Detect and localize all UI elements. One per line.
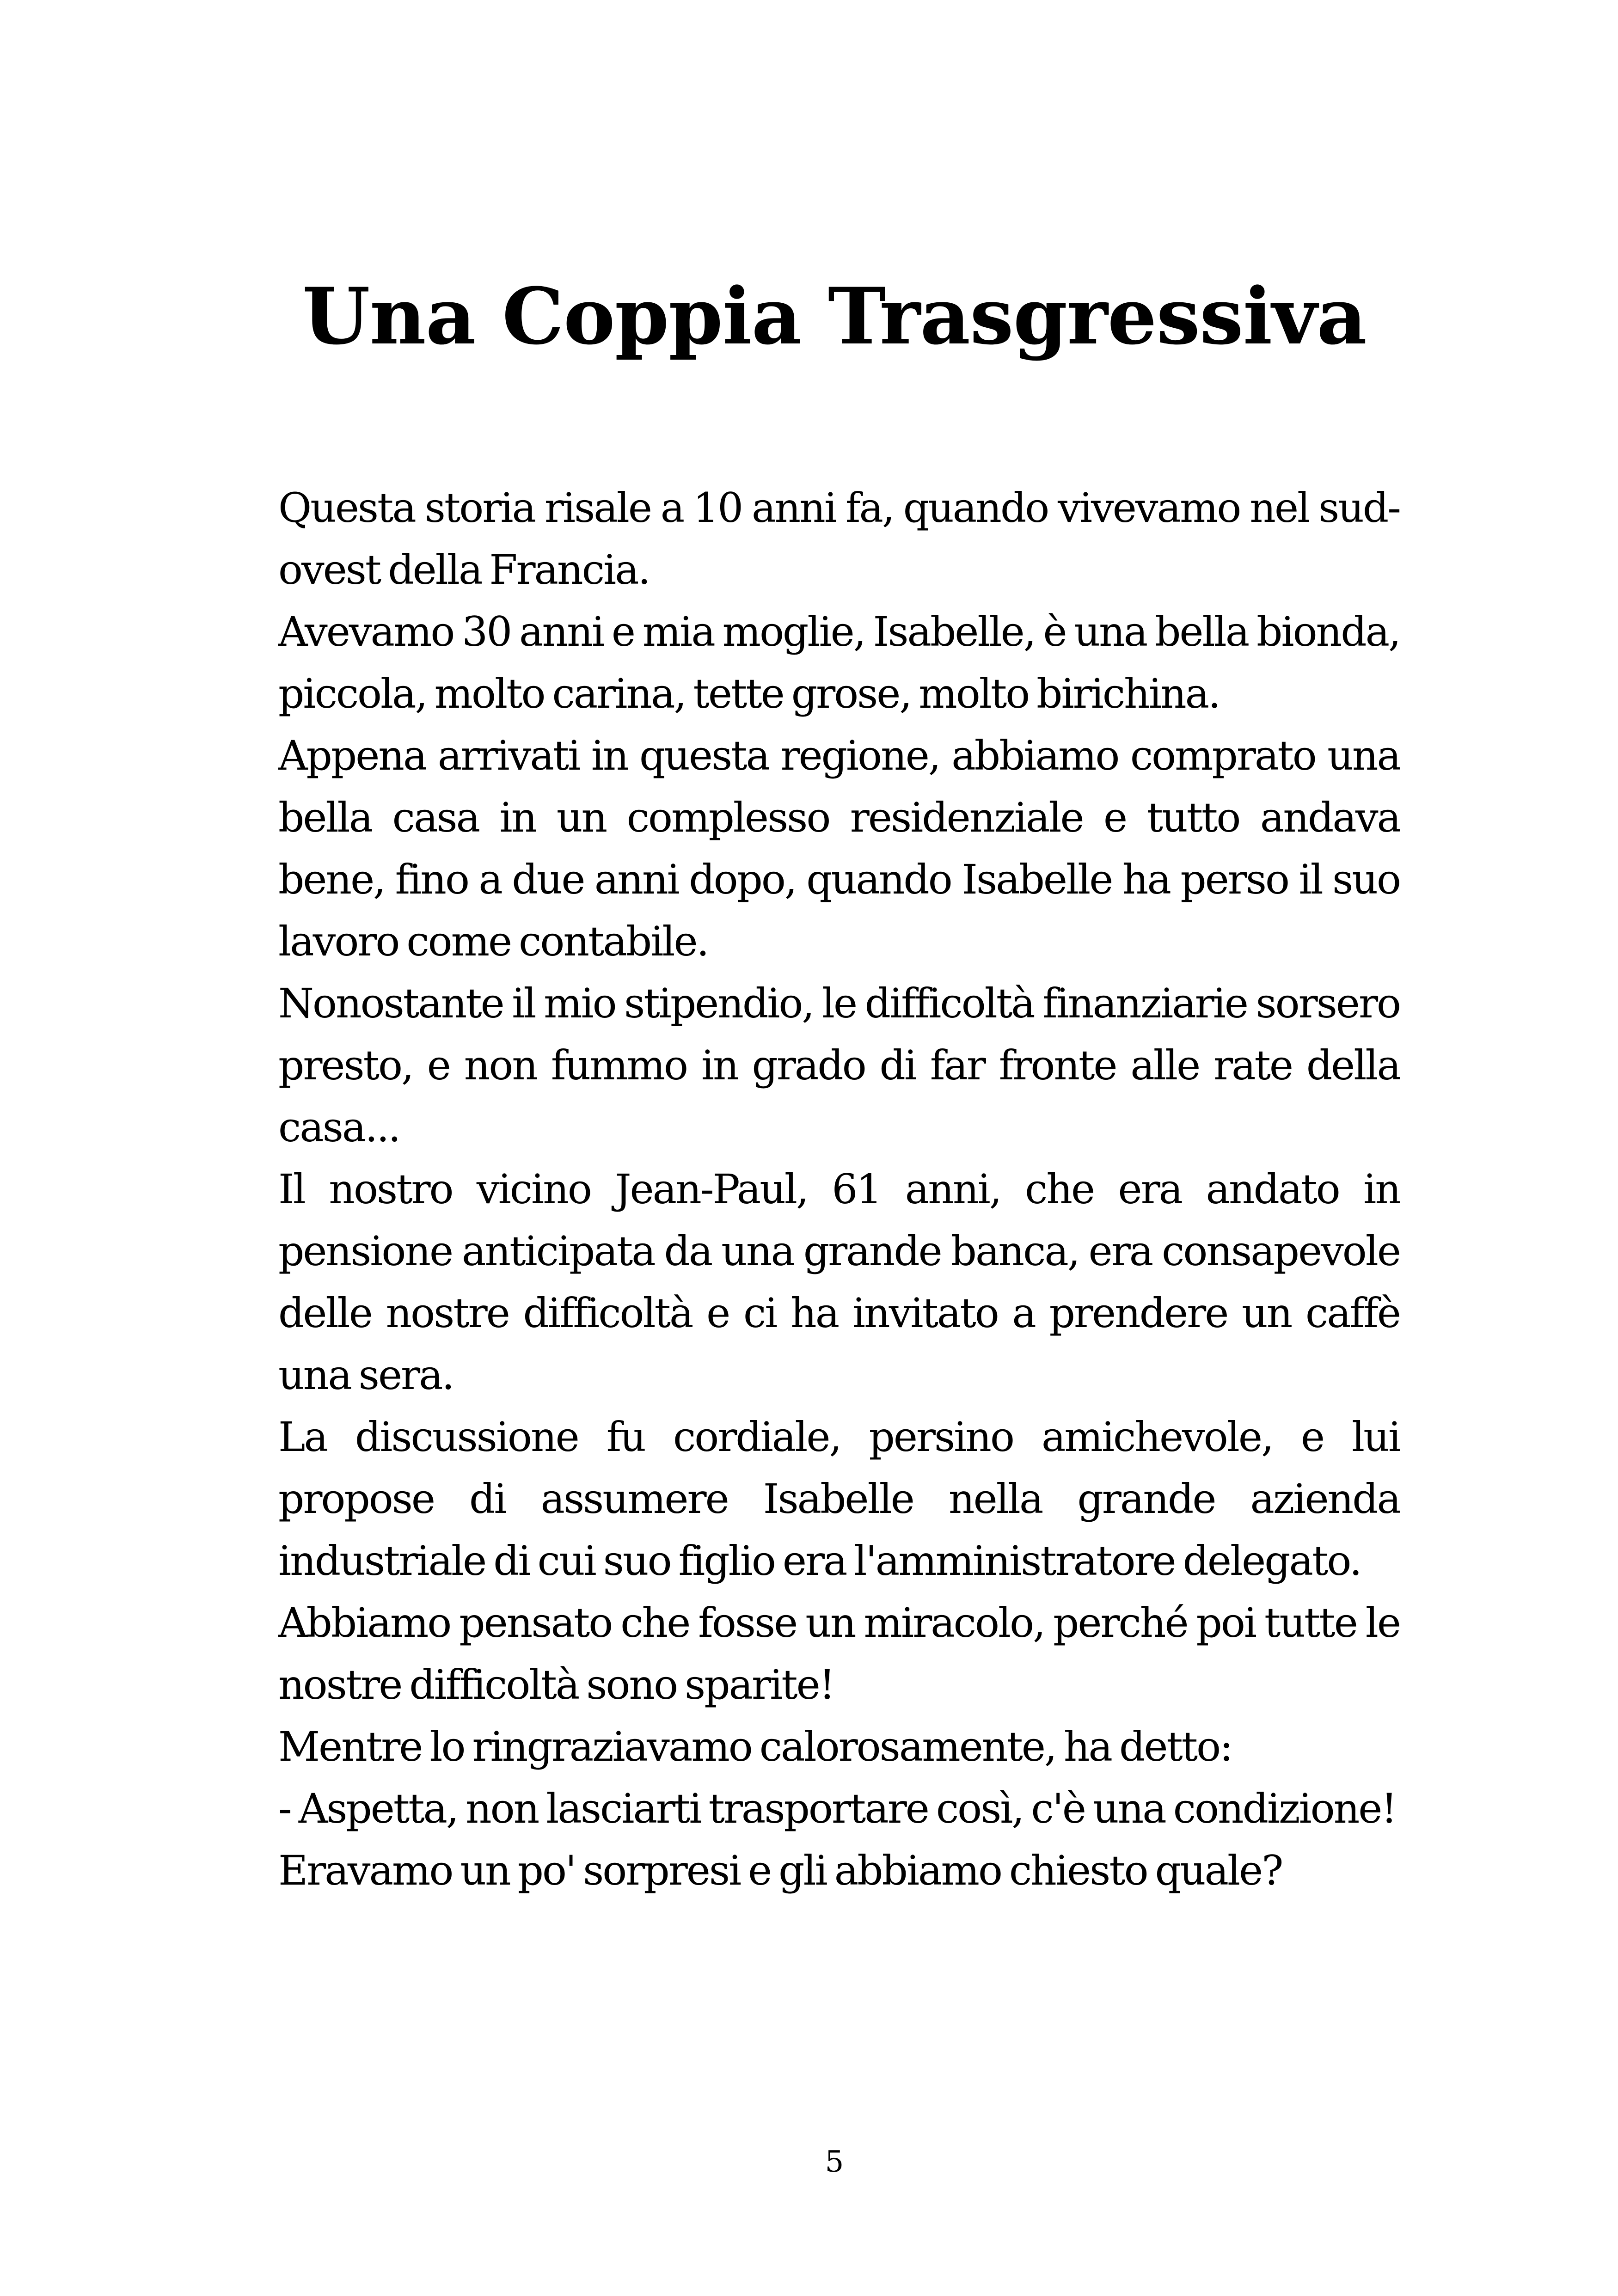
paragraph: Questa storia risale a 10 anni fa, quando vivevamo nel sud-ovest della Francia. [278, 484, 1400, 594]
paragraph: - Aspetta, non lasciarti trasportare così, c'è una condizione! [278, 1785, 1396, 1832]
paragraph: Abbiamo pensato che fosse un miracolo, perché poi tutte le nostre difficoltà sono sparite! [278, 1599, 1400, 1708]
body-text [278, 477, 1400, 1902]
paragraph: Il nostro vicino Jean-Paul, 61 anni, che era andato in pensione anticipata da una grande banca, era consapevole delle nostre difficoltà e ci ha invitato a prendere un caffè una sera. [278, 1165, 1400, 1399]
paragraph: Avevamo 30 anni e mia moglie, Isabelle, è una bella bionda, piccola, molto carina, tette grose, molto birichina. [278, 608, 1400, 717]
page-number: 5 [825, 2145, 844, 2179]
paragraph: La discussione fu cordiale, persino amichevole, e lui propose di assumere Isabelle nella grande azienda industriale di cui suo figlio era l'amministratore delegato. [278, 1413, 1400, 1585]
page-title: Una Coppia Trasgressiva [302, 270, 1367, 362]
paragraph: Nonostante il mio stipendio, le difficoltà finanziarie sorsero presto, e non fummo in grado di far fronte alle rate della casa... [278, 980, 1400, 1151]
paragraph: Eravamo un po' sorpresi e gli abbiamo chiesto quale? [278, 1847, 1282, 1894]
paragraph: Appena arrivati in questa regione, abbiamo comprato una bella casa in un complesso residenziale e tutto andava bene, fino a due anni dopo, quando Isabelle ha perso il suo lavoro come contabile. [278, 732, 1400, 965]
paragraph: Mentre lo ringraziavamo calorosamente, ha detto: [278, 1723, 1232, 1770]
